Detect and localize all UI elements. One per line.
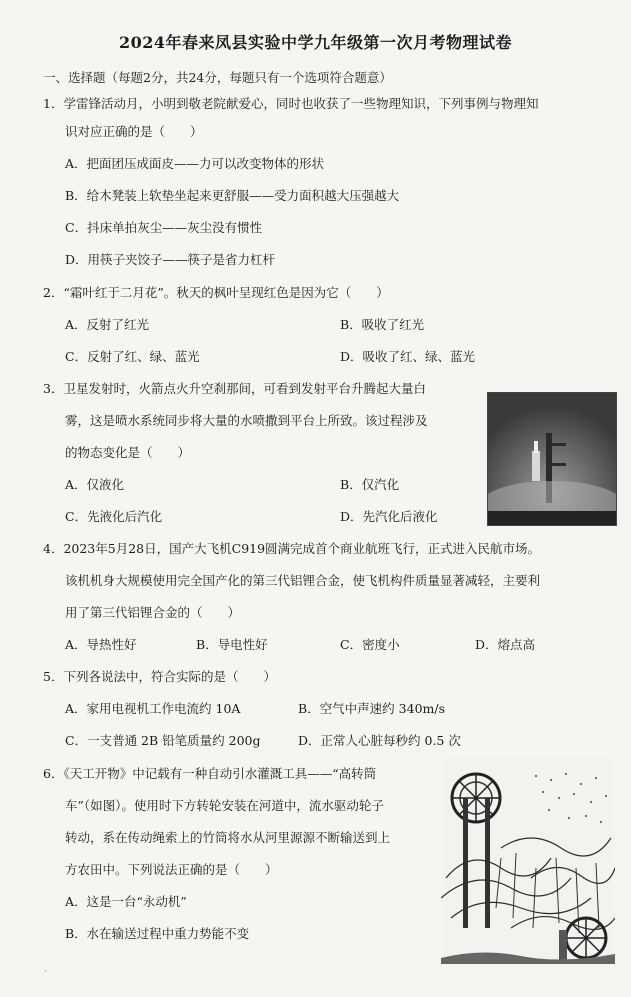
q1-option-d: D．用筷子夹饺子——筷子是省力杠杆	[65, 252, 276, 267]
rocket-launch-photo	[487, 392, 617, 526]
q1-stem-line1: 1．学雷锋活动月，小明到敬老院献爱心，同时也收获了一些物理知识，下列事例与物理知	[43, 96, 539, 111]
waterwheel-drawing	[441, 758, 615, 964]
q6-stem-line1: 6．《天工开物》中记载有一种自动引水灌溉工具——“高转筒	[43, 766, 377, 781]
q5-option-c: C．一支普通 2B 铅笔质量约 200g	[65, 733, 261, 748]
q5-option-d: D．正常人心脏每秒约 0.5 次	[298, 733, 461, 748]
q2-option-b: B．吸收了红光	[340, 317, 425, 332]
q4-option-b: B．导电性好	[196, 637, 268, 652]
q3-stem-line1: 3．卫星发射时，火箭点火升空刹那间，可看到发射平台升腾起大量白	[43, 381, 426, 396]
q3-option-c: C．先液化后汽化	[65, 509, 163, 524]
exam-title: 2024年春来凤县实验中学九年级第一次月考物理试卷	[118, 33, 513, 52]
q4-option-a: A．导热性好	[65, 637, 137, 652]
page-margin-mark: ˙	[43, 970, 48, 981]
q4-stem-line2: 该机机身大规模使用完全国产化的第三代铝锂合金，使飞机构件质量显著减轻，主要利	[65, 573, 541, 588]
q1-option-a: A．把面团压成面皮——力可以改变物体的形状	[65, 156, 325, 171]
waterwheel-illustration	[441, 758, 615, 964]
q6-stem-line4: 方农田中。下列说法正确的是（ ）	[65, 862, 278, 877]
q4-stem-line3: 用了第三代铝锂合金的（ ）	[65, 605, 241, 620]
q6-option-a: A．这是一台“永动机”	[65, 894, 187, 909]
q4-option-d: D．熔点高	[475, 637, 536, 652]
section-heading: 一、选择题（每题2分，共24分，每题只有一个选项符合题意）	[43, 70, 392, 85]
q4-option-c: C．密度小	[340, 637, 400, 652]
q2-option-d: D．吸收了红、绿、蓝光	[340, 349, 476, 364]
q6-stem-line3: 转动，系在传动绳索上的竹筒将水从河里源源不断输送到上	[65, 830, 391, 845]
q5-option-a: A．家用电视机工作电流约 10A	[65, 701, 241, 716]
q2-option-a: A．反射了红光	[65, 317, 150, 332]
q5-stem: 5．下列各说法中，符合实际的是（ ）	[43, 669, 276, 684]
rocket-launch-image	[488, 393, 616, 525]
q3-option-a: A．仅液化	[65, 477, 125, 492]
q1-stem-line2: 识对应正确的是（ ）	[65, 124, 203, 139]
q3-option-b: B．仅汽化	[340, 477, 400, 492]
q5-option-b: B．空气中声速约 340m/s	[298, 701, 445, 716]
q2-option-c: C．反射了红、绿、蓝光	[65, 349, 200, 364]
q3-option-d: D．先汽化后液化	[340, 509, 438, 524]
q2-stem: 2．“霜叶红于二月花”。秋天的枫叶呈现红色是因为它（ ）	[43, 285, 389, 300]
q1-option-b: B．给木凳装上软垫坐起来更舒服——受力面积越大压强越大	[65, 188, 400, 203]
q3-stem-line2: 雾，这是喷水系统同步将大量的水喷撒到平台上所致。该过程涉及	[65, 413, 428, 428]
q6-option-b: B．水在输送过程中重力势能不变	[65, 926, 250, 941]
q1-option-c: C．抖床单拍灰尘——灰尘没有惯性	[65, 220, 263, 235]
q3-stem-line3: 的物态变化是（ ）	[65, 445, 191, 460]
q4-stem-line1: 4．2023年5月28日，国产大飞机C919圆满完成首个商业航班飞行，正式进入民航市场。	[43, 541, 541, 556]
q6-stem-line2: 车”（如图）。使用时下方转轮安装在河道中，流水驱动轮子	[65, 798, 384, 813]
